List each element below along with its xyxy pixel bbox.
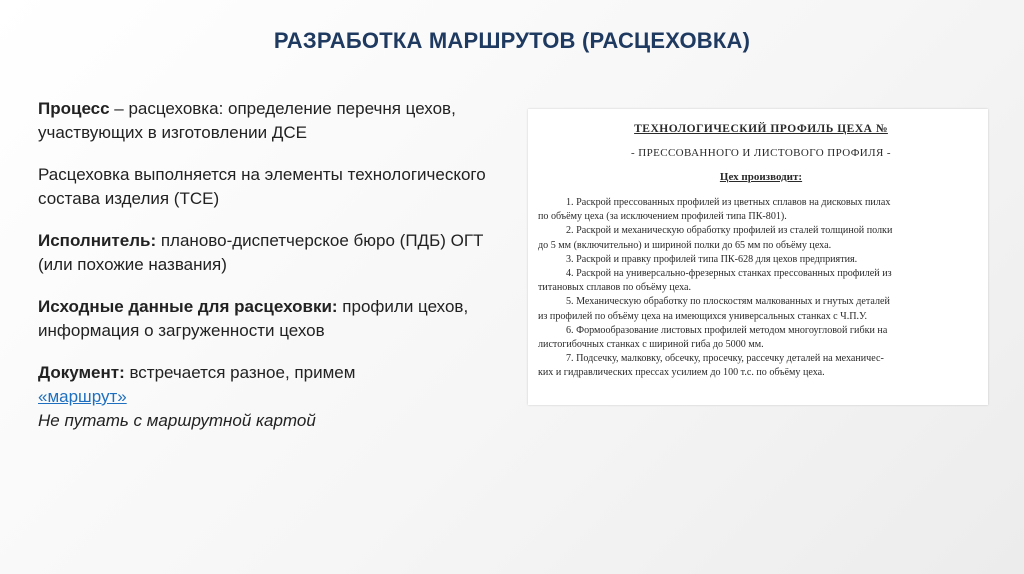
executor-text: планово-диспетчерское бюро (ПДБ) ОГТ (или похожие названия)	[38, 231, 484, 274]
doc-line: 5. Механическую обработку по плоскостям малкованных и гнутых деталей	[566, 296, 890, 308]
doc-line: 7. Подсечку, малковку, обсечку, просечку, рассечку деталей на механичес-	[566, 353, 884, 365]
doc-line: из профилей по объёму цеха на имеющихся универсальных станках с Ч.П.У.	[538, 310, 868, 322]
route-note: Не путать с маршрутной картой	[38, 411, 316, 430]
doc-line: до 5 мм (включительно) и шириной полки до 65 мм по объёму цеха.	[538, 239, 832, 251]
elements-text: Расцеховка выполняется на элементы технологического состава изделия (ТСЕ)	[38, 165, 486, 208]
route-link[interactable]: «маршрут»	[38, 387, 127, 406]
doc-line: листогибочных станках с шириной гиба до 5000 мм.	[538, 339, 764, 351]
doc-line: 4. Раскрой на универсально-фрезерных станках прессованных профилей из	[566, 268, 892, 280]
doc-heading: Цех производит:	[719, 171, 803, 183]
process-label: Процесс	[38, 99, 110, 118]
content-text	[38, 97, 508, 451]
doc-subtitle: - ПРЕССОВАННОГО И ЛИСТОВОГО ПРОФИЛЯ -	[631, 147, 891, 159]
doc-line: 3. Раскрой и правку профилей типа ПК-628 для цехов предприятия.	[566, 253, 858, 265]
doc-line: 1. Раскрой прессованных профилей из цветных сплавов на дисковых пилах	[566, 197, 891, 208]
input-data-label: Исходные данные для расцеховки:	[38, 297, 338, 316]
executor-paragraph	[38, 229, 508, 277]
doc-line: ких и гидравлических прессах усилием до 100 т.с. по объёму цеха.	[538, 367, 825, 379]
process-paragraph	[38, 97, 508, 145]
input-data-paragraph	[38, 295, 508, 343]
input-data-text: профили цехов, информация о загруженности цехов	[38, 297, 469, 340]
document-text: встречается разное, примем	[124, 363, 356, 382]
process-text: – расцеховка: определение перечня цехов, участвующих в изготовлении ДСЕ	[38, 99, 456, 142]
slide-title: РАЗРАБОТКА МАРШРУТОВ (РАСЦЕХОВКА)	[273, 28, 751, 53]
executor-label: Исполнитель:	[38, 231, 157, 250]
doc-line: по объёму цеха (за исключением профилей типа ПК-801).	[538, 211, 787, 223]
doc-title: ТЕХНОЛОГИЧЕСКИЙ ПРОФИЛЬ ЦЕХА №	[634, 123, 888, 135]
elements-paragraph	[38, 163, 508, 211]
document-paragraph	[38, 361, 508, 433]
document-label: Документ:	[38, 363, 125, 382]
scanned-document-image	[528, 109, 988, 405]
doc-line: титановых сплавов по объёму цеха.	[538, 282, 692, 294]
doc-line: 6. Формообразование листовых профилей методом многоугловой гибки на	[566, 324, 888, 336]
doc-line: 2. Раскрой и механическую обработку профилей из сталей толщиной полки	[566, 225, 893, 237]
